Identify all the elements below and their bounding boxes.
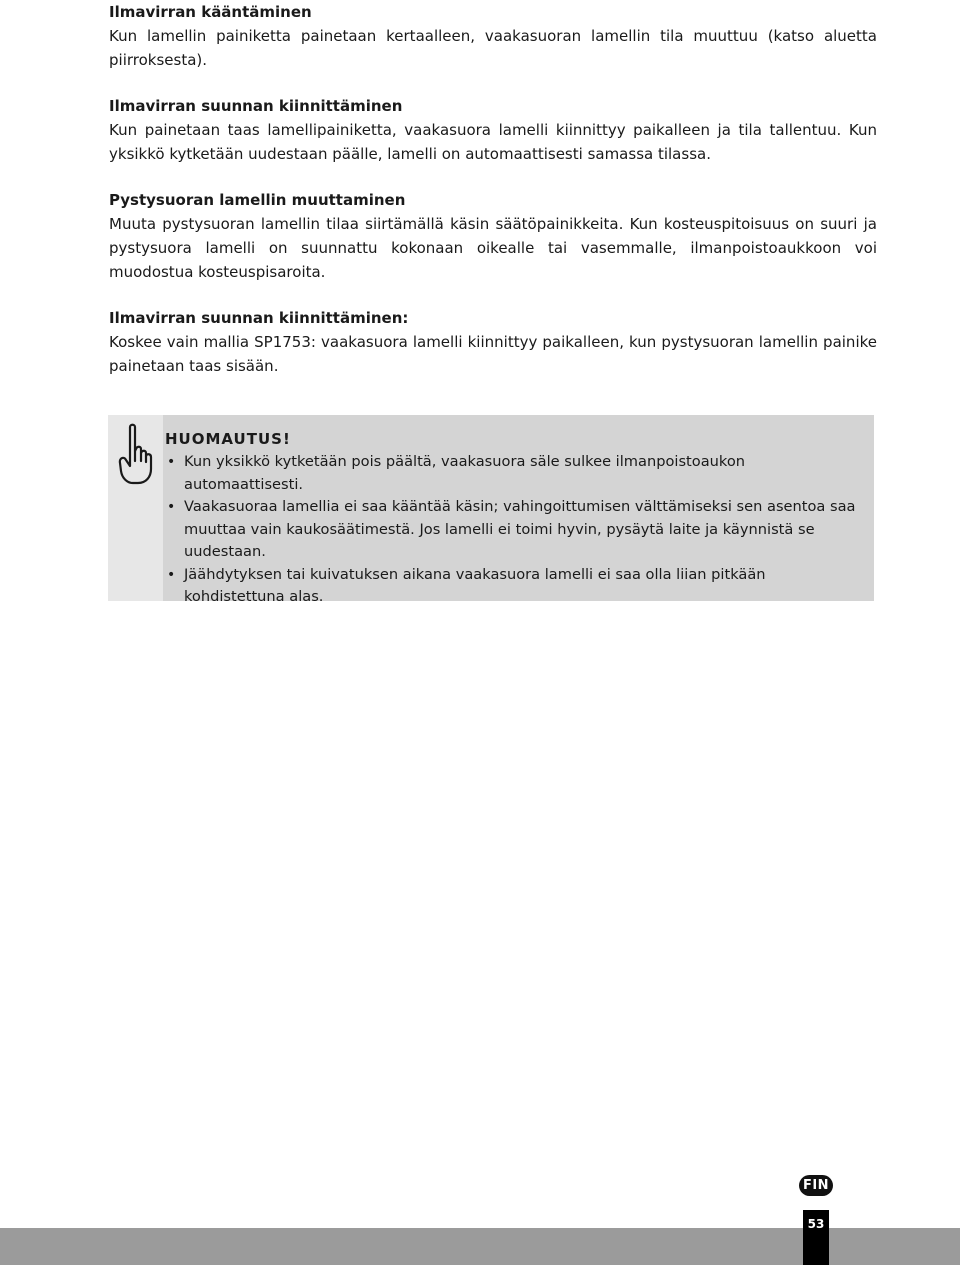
- pointing-hand-icon: [116, 421, 154, 487]
- list-item: • Kun yksikkö kytketään pois päältä, vaakasuora säle sulkee ilmanpoistoaukon automaattisesti.: [165, 451, 860, 496]
- notice-box: [108, 415, 874, 605]
- notice-title: HUOMAUTUS!: [165, 430, 291, 448]
- language-badge: FIN: [799, 1175, 833, 1196]
- section-heading: Ilmavirran suunnan kiinnittäminen:: [109, 309, 409, 327]
- section-text: Kun painetaan taas lamellipainiketta, vaakasuora lamelli kiinnittyy paikalleen ja tila tallentuu. Kun yksikkö kytketään uudestaan päälle, lamelli on automaattisesti samassa tilassa.: [109, 121, 877, 163]
- section-vertical-louver: [109, 188, 877, 284]
- notice-icon-column: [108, 415, 163, 601]
- section-flow-lock-model: [109, 306, 877, 378]
- section-text: Kun lamellin painiketta painetaan kertaalleen, vaakasuoran lamellin tila muuttuu (katso aluetta piirroksesta).: [109, 27, 877, 69]
- list-item: • Jäähdytyksen tai kuivatuksen aikana vaakasuora lamelli ei saa olla liian pitkään kohdistettuna alas.: [165, 564, 860, 609]
- section-heading: Ilmavirran kääntäminen: [109, 3, 312, 21]
- section-heading: Ilmavirran suunnan kiinnittäminen: [109, 97, 403, 115]
- document-body: [109, 0, 877, 400]
- page-number: 53: [803, 1210, 829, 1265]
- section-flow-rotation: [109, 0, 877, 72]
- section-flow-lock: [109, 94, 877, 166]
- section-text: Muuta pystysuoran lamellin tilaa siirtämällä käsin säätöpainikkeita. Kun kosteuspitoisuus on suuri ja pystysuora lamelli on suunnattu kokonaan oikealle tai vasemmalle, ilmanpoistoaukkoon voi muodostua kosteuspisaroita.: [109, 215, 877, 281]
- list-item: • Vaakasuoraa lamellia ei saa kääntää käsin; vahingoittumisen välttämiseksi sen asentoa saa muuttaa vain kaukosäätimestä. Jos lamelli ei toimi hyvin, pysäytä laite ja käynnistä se uudestaan.: [165, 496, 860, 564]
- section-heading: Pystysuoran lamellin muuttaminen: [109, 191, 406, 209]
- notice-content: [163, 415, 874, 605]
- notice-list: [165, 451, 860, 609]
- section-text: Koskee vain mallia SP1753: vaakasuora lamelli kiinnittyy paikalleen, kun pystysuoran lamellin painike painetaan taas sisään.: [109, 333, 877, 375]
